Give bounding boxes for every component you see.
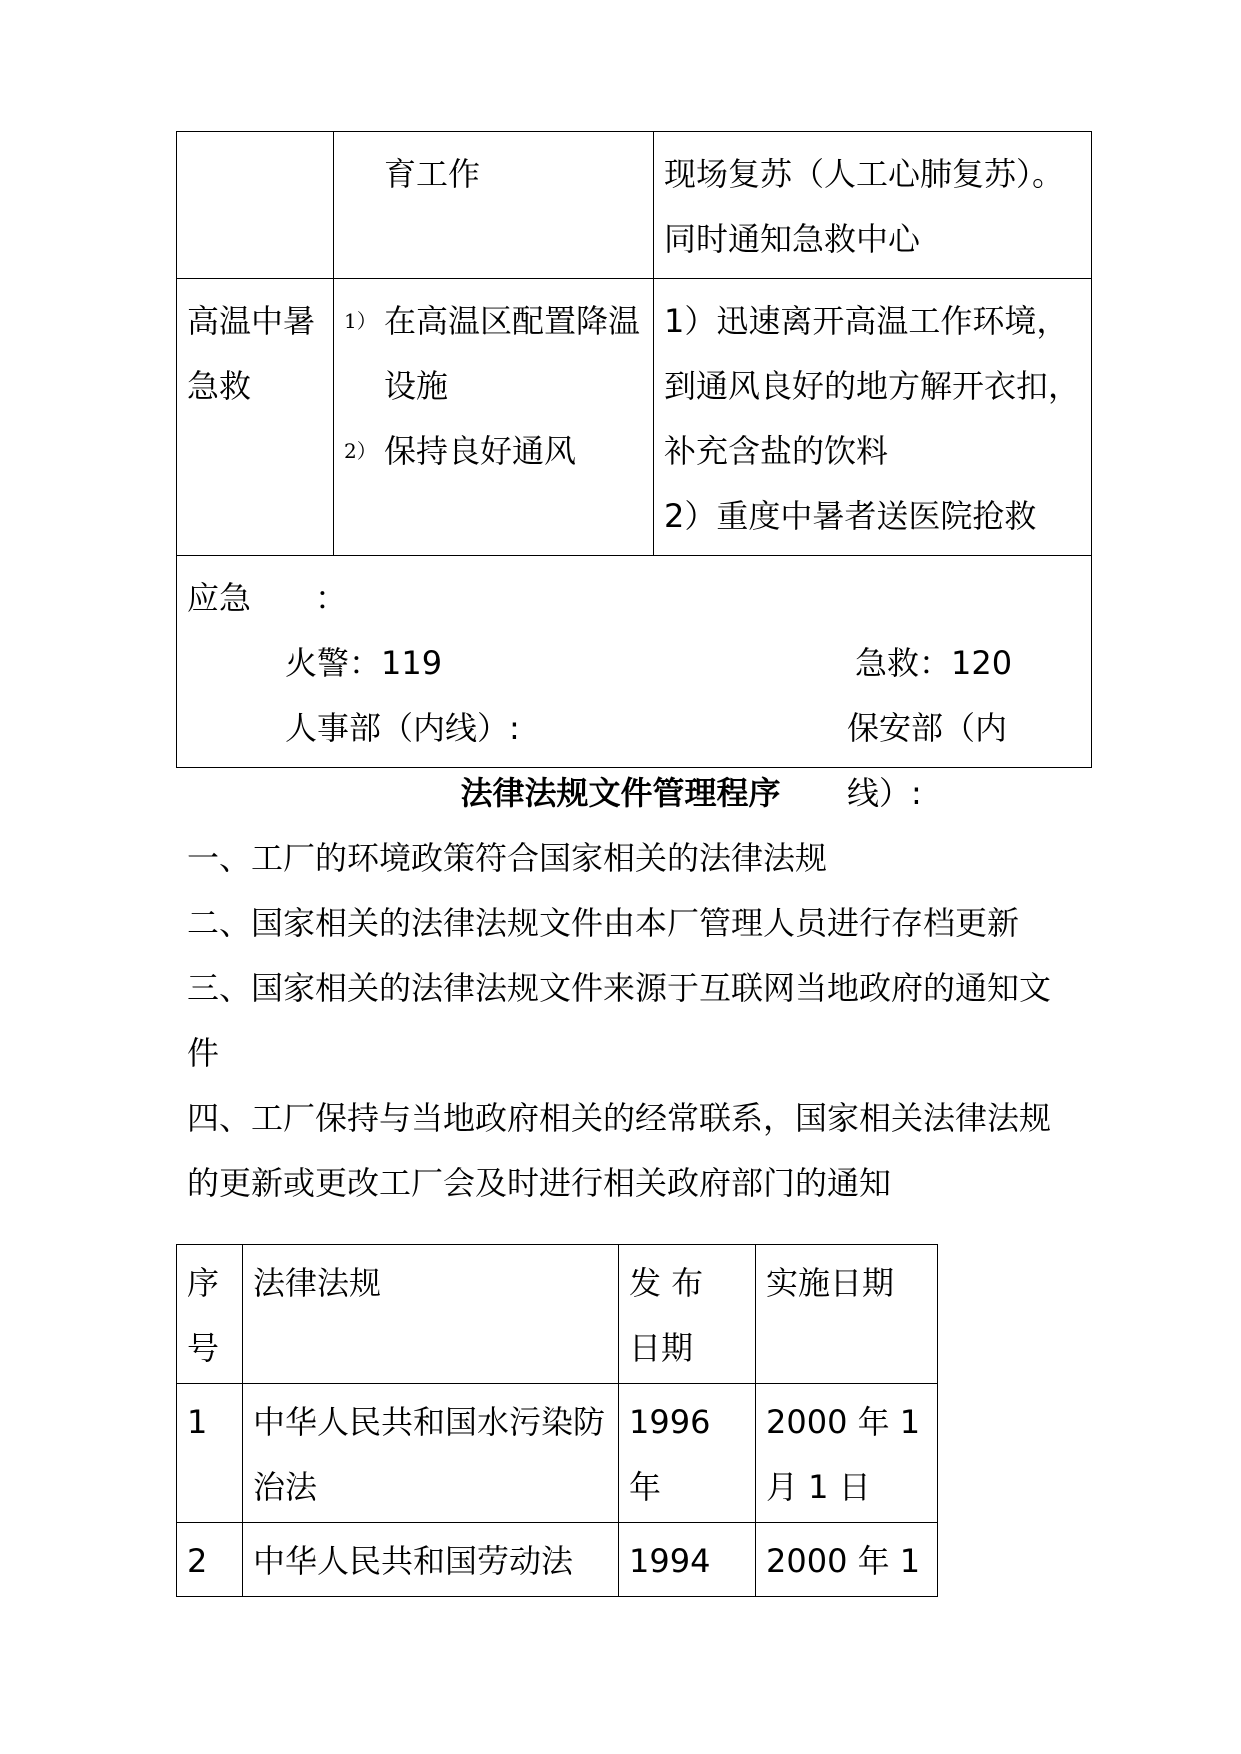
response-text: 现场复苏（人工心肺复苏）。 xyxy=(664,155,1065,193)
section-title: 法律法规文件管理程序 xyxy=(460,774,781,812)
row-law: 中华人民共和国劳动法 xyxy=(243,1523,619,1597)
row-law: 中华人民共和国水污染防治法 xyxy=(243,1384,619,1523)
table-header-row xyxy=(177,1245,938,1384)
item-text: 保持良好通风 xyxy=(384,432,577,470)
paragraph: 一、工厂的环境政策符合国家相关的法律法规 xyxy=(187,839,828,877)
contact-row xyxy=(187,631,1081,696)
security-contact: 保安部（内线）: xyxy=(847,709,1008,812)
prevention-cell xyxy=(334,132,654,279)
prevention-text: 育工作 xyxy=(384,155,481,193)
section-body xyxy=(187,826,1067,1216)
law-table xyxy=(176,1244,938,1597)
category-cell xyxy=(177,132,334,279)
table-row xyxy=(177,1523,938,1597)
header-issued: 发 布 日期 xyxy=(619,1245,756,1384)
table-row xyxy=(177,279,1092,556)
table-row xyxy=(177,1384,938,1523)
row-issued: 1996 年 xyxy=(619,1384,756,1523)
paragraph: 二、国家相关的法律法规文件由本厂管理人员进行存档更新 xyxy=(187,904,1020,942)
item-number: 2） xyxy=(344,439,377,463)
table-row xyxy=(177,132,1092,279)
prevention-cell xyxy=(334,279,654,556)
response-cell xyxy=(654,132,1092,279)
row-no: 2 xyxy=(177,1523,243,1597)
header-no: 序号 xyxy=(177,1245,243,1384)
header-effective: 实施日期 xyxy=(756,1245,938,1384)
response-text: 2）重度中暑者送医院抢救 xyxy=(664,497,1037,535)
response-text: 同时通知急救中心 xyxy=(664,220,921,258)
header-law: 法律法规 xyxy=(243,1245,619,1384)
item-number: 1） xyxy=(344,309,377,333)
prevention-item xyxy=(344,419,643,484)
contacts-label: 应急 ： xyxy=(187,579,348,617)
hr-contact: 人事部（内线）: xyxy=(285,709,520,747)
response-text: 1）迅速离开高温工作环境，到通风良好的地方解开衣扣，补充含盐的饮料 xyxy=(664,302,1081,470)
paragraph: 四、工厂保持与当地政府相关的经常联系，国家相关法律法规的更新或更改工厂会及时进行相关政府部门的通知 xyxy=(187,1099,1052,1202)
prevention-item xyxy=(344,289,643,419)
ambulance-number: 急救：120 xyxy=(855,644,1013,682)
table-row xyxy=(177,556,1092,768)
paragraph: 三、国家相关的法律法规文件来源于互联网当地政府的通知文件 xyxy=(187,969,1052,1072)
category-cell: 高温中暑急救 xyxy=(177,279,334,556)
row-effective: 2000 年 1 月 1 日 xyxy=(756,1384,938,1523)
fire-number: 火警：119 xyxy=(285,644,443,682)
row-issued: 1994 xyxy=(619,1523,756,1597)
response-cell xyxy=(654,279,1092,556)
row-no: 1 xyxy=(177,1384,243,1523)
row-effective: 2000 年 1 xyxy=(756,1523,938,1597)
item-text: 在高温区配置降温设施 xyxy=(384,302,641,405)
